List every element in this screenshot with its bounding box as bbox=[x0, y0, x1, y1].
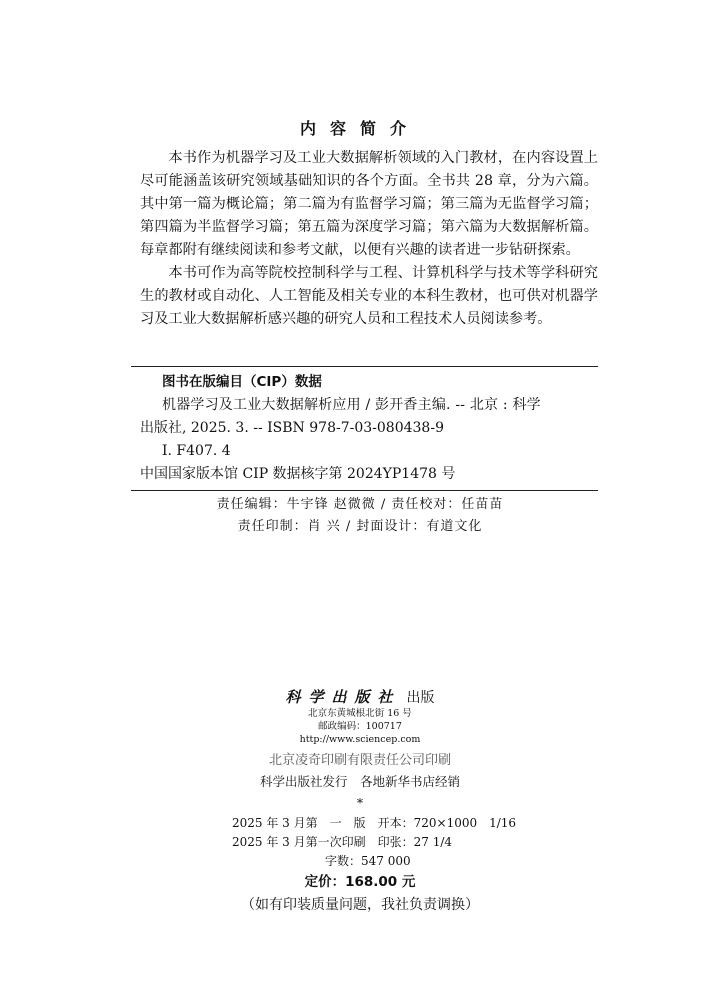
cip-entry-line1: 机器学习及工业大数据解析应用 / 彭开香主编. -- 北京 : 科学 bbox=[162, 397, 541, 413]
publisher-address: 北京东黄城根北街 16 号 bbox=[308, 708, 412, 719]
cip-heading: 图书在版编目（CIP）数据 bbox=[162, 374, 322, 390]
publisher-suffix: 出版 bbox=[406, 690, 435, 706]
wordcount-line: 字数：547 000 bbox=[325, 854, 411, 868]
publisher-name: 科学出版社 bbox=[285, 688, 401, 706]
cip-classification: Ⅰ. F407. 4 bbox=[162, 443, 231, 459]
summary-paragraph: 本书可作为高等院校控制科学与工程、计算机科学与技术等学科研究生的教材或自动化、人工智能及相关专业的本科生教材，也可供对机器学习及工业大数据解析感兴趣的研究人员和工程技术人员阅读参考。 bbox=[140, 265, 598, 327]
edition-line: 2025 年 3 月第 一 版 开本：720×1000 1/16 bbox=[232, 816, 517, 830]
price: 定价：168.00 元 bbox=[304, 874, 416, 890]
publisher-block bbox=[0, 686, 720, 746]
publisher-website: http://www.sciencep.com bbox=[299, 734, 421, 745]
credits-line: 责任编辑：牛宇锋 赵微微 / 责任校对：任苗苗 bbox=[216, 497, 504, 512]
separator-star: * bbox=[356, 795, 364, 810]
summary-body bbox=[140, 147, 598, 331]
cip-entry-line2: 出版社, 2025. 3. -- ISBN 978-7-03-080438-9 bbox=[140, 420, 444, 436]
editorial-credits bbox=[0, 494, 720, 538]
credits-line: 责任印制：肖 兴 / 封面设计：有道文化 bbox=[237, 519, 483, 534]
cip-record-number: 中国国家版本馆 CIP 数据核字第 2024YP1478 号 bbox=[140, 466, 456, 482]
quality-notice: （如有印装质量问题，我社负责调换） bbox=[241, 897, 479, 913]
printer-name: 北京凌奇印刷有限责任公司印刷 bbox=[268, 753, 451, 768]
publisher-postcode: 邮政编码：100717 bbox=[318, 721, 402, 732]
distribution-info: 科学出版社发行 各地新华书店经销 bbox=[259, 774, 460, 789]
impression-line: 2025 年 3 月第一次印刷 印张：27 1/4 bbox=[232, 835, 453, 849]
summary-paragraph: 本书作为机器学习及工业大数据解析领域的入门教材，在内容设置上尽可能涵盖该研究领域基础知识的各个方面。全书共 28 章，分为六篇。其中第一篇为概论篇；第二篇为有监督学习篇；第三篇为无监督学习篇；第四篇为半监督学习篇；第五篇为深度学习篇；第六篇为大数据解析篇。每章都附有继续阅读和参考文献，以便有兴趣的读者进一步钻研探索。 bbox=[140, 150, 598, 258]
printing-info bbox=[0, 750, 720, 813]
cip-data-block bbox=[131, 366, 598, 491]
summary-title: 内容简介 bbox=[299, 119, 420, 138]
